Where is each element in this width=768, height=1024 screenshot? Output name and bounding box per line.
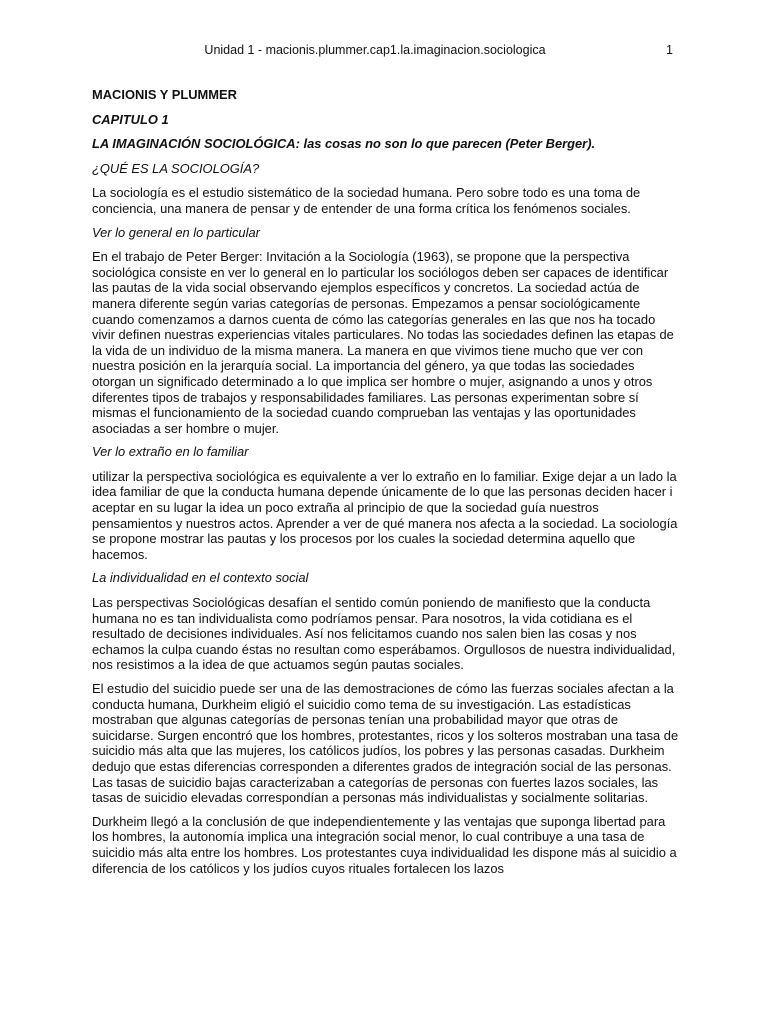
paragraph: Durkheim llegó a la conclusión de que independientemente y las ventajas que suponga libertad para los hombres, la autonomía implica una integración social menor, lo cual contribuye a una tasa de suicidio más alta entre los hombres. Los protestantes cuya individualidad les dispone más al suicidio a diferencia de los católicos y los judíos cuyos rituales fortalecen los lazos [92, 813, 677, 876]
paragraph: En el trabajo de Peter Berger: Invitación a la Sociología (1963), se propone que la perspectiva sociológica consiste en ver lo general en lo particular los sociólogos deben ser capaces de identificar las pautas de la vida social observando ejemplos específicos y concretos. La sociedad actúa de manera diferente según varias categorías de personas. Empezamos a pensar sociológicamente cuando comenzamos a darnos cuenta de cómo las categorías generales en las que nos ha tocado vivir definen nuestras experiencias vitales particulares. No todas las sociedades definen las etapas de la vida de un individuo de la misma manera. La manera en que vivimos tiene mucho que ver con nuestra posición en la jerarquía social. La importancia del género, ya que todas las sociedades otorgan un significado determinado a lo que implica ser hombre o mujer, asignando a unos y otros diferentes tipos de trabajos y responsabilidades familiares. Las personas experimentan sobre sí mismas el funcionamiento de la sociedad cuando comprueban las ventajas y las oportunidades asociadas a ser hombre o mujer. [92, 249, 674, 436]
running-title: Unidad 1 - macionis.plummer.cap1.la.imaginacion.sociologica [204, 43, 546, 57]
section-heading: La individualidad en el contexto social [92, 570, 309, 586]
document-body [92, 85, 680, 884]
page-number: 1 [666, 43, 673, 57]
paragraph: utilizar la perspectiva sociológica es equivalente a ver lo extraño en lo familiar. Exige dejar a un lado la idea familiar de que la conducta humana depende únicamente de lo que las personas deciden hacer i aceptar en su lugar la idea un poco extraña al principio de que la sociedad guía nuestros pensamientos y nuestros actos. Aprender a ver de qué manera nos afecta a la sociedad. La sociología se propone mostrar las pautas y los procesos por los cuales la sociedad determina aquello que hacemos. [92, 468, 678, 562]
chapter-title: LA IMAGINACIÓN SOCIOLÓGICA: las cosas no son lo que parecen (Peter Berger). [92, 136, 596, 152]
section-heading: Ver lo general en lo particular [92, 224, 260, 240]
section-heading: Ver lo extraño en lo familiar [92, 444, 249, 460]
section-heading: ¿QUÉ ES LA SOCIOLOGÍA? [92, 160, 260, 176]
running-header [0, 43, 768, 61]
paragraph: Las perspectivas Sociológicas desafían el sentido común poniendo de manifiesto que la conducta humana no es tan individualista como podríamos pensar. Para nosotros, la vida cotidiana es el resultado de decisiones individuales. Así nos felicitamos cuando nos salen bien las cosas y nos echamos la culpa cuando éstas no resultan como esperábamos. Orgullosos de nuestra individualidad, nos resistimos a la idea de que actuamos según pautas sociales. [92, 595, 676, 673]
paragraph: El estudio del suicidio puede ser una de las demostraciones de cómo las fuerzas sociales afectan a la conducta humana, Durkheim eligió el suicidio como tema de su investigación. Las estadísticas mostraban que algunas categorías de personas tenían una probabilidad mayor que otras de suicidarse. Surgen encontró que los hombres, protestantes, ricos y los solteros mostraban una tasa de suicidio más alta que las mujeres, los católicos judíos, los pobres y las personas casadas. Durkheim dedujo que estas diferencias corresponden a diferentes grados de integración social de las personas. Las tasas de suicidio bajas caracterizaban a categorías de personas con fuertes lazos sociales, las tasas de suicidio elevadas correspondían a personas más individualistas y socialmente solitarias. [92, 681, 679, 806]
authors-heading: MACIONIS Y PLUMMER [92, 87, 237, 102]
chapter-heading: CAPITULO 1 [92, 111, 169, 127]
paragraph: La sociología es el estudio sistemático de la sociedad humana. Pero sobre todo es una toma de conciencia, una manera de pensar y de entender de una forma crítica los fenómenos sociales. [92, 185, 641, 216]
